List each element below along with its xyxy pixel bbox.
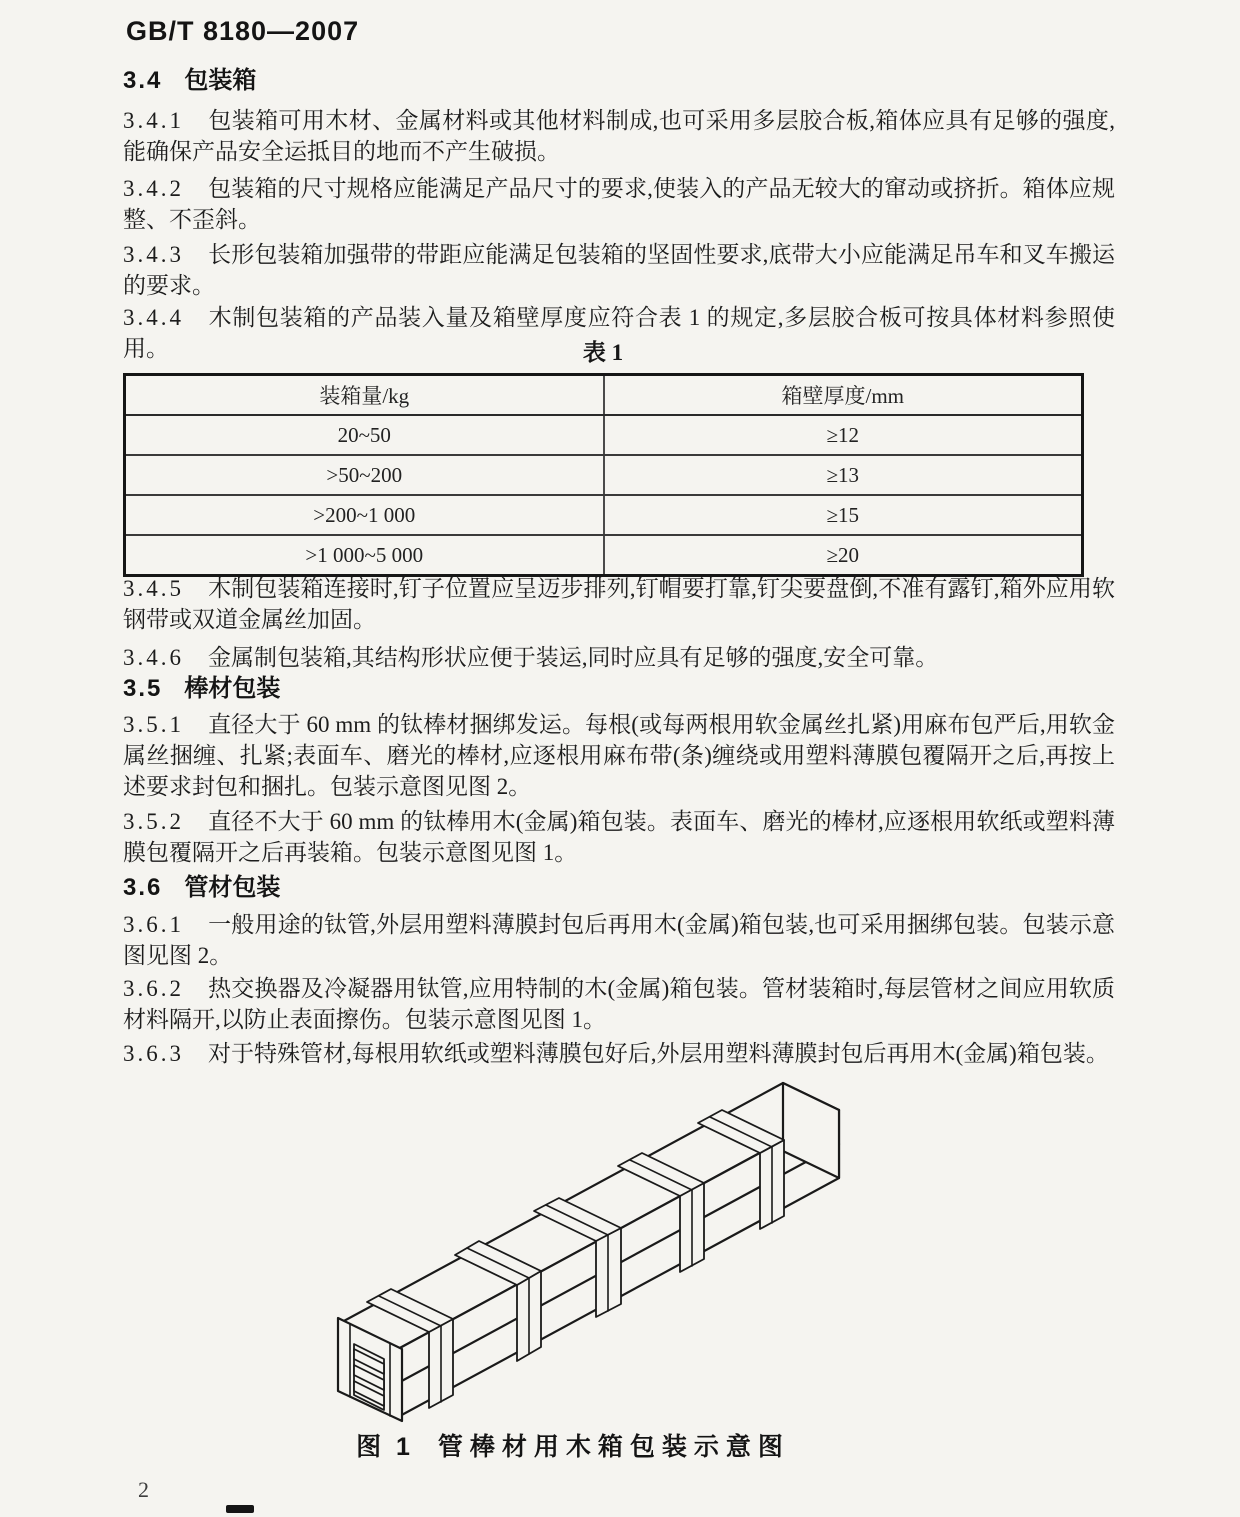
- table-cell: ≥20: [604, 535, 1083, 576]
- clause-number: 3.6.2: [123, 976, 184, 1001]
- clause-3-5-1: [123, 709, 1115, 802]
- clause-3-6-3: [123, 1038, 1115, 1069]
- clause-number: 3.6.1: [123, 912, 184, 937]
- clause-3-6-2: [123, 973, 1115, 1035]
- scan-artifact: [226, 1505, 254, 1513]
- table-row: [125, 535, 1083, 576]
- figure-title: 管棒材用木箱包装示意图: [437, 1433, 790, 1461]
- table-row: [125, 455, 1083, 495]
- table-cell: ≥13: [604, 455, 1083, 495]
- clause-text: 木制包装箱连接时,钉子位置应呈迈步排列,钉帽要打靠,钉尖要盘倒,不准有露钉,箱外应用软钢带或双道金属丝加固。: [123, 576, 1115, 632]
- section-heading-3-5: [123, 673, 1115, 704]
- table-cell: >200~1 000: [125, 495, 604, 535]
- clause-text: 木制包装箱的产品装入量及箱壁厚度应符合表 1 的规定,多层胶合板可按具体材料参照使用。: [123, 305, 1115, 361]
- table-row: [125, 495, 1083, 535]
- table-row: [125, 415, 1083, 455]
- table-caption: 表 1: [582, 340, 624, 365]
- figure-label: 图 1: [356, 1433, 414, 1461]
- clause-number: 3.5.2: [123, 809, 184, 834]
- table-header-cell: 箱壁厚度/mm: [604, 375, 1083, 416]
- clause-text: 包装箱可用木材、金属材料或其他材料制成,也可采用多层胶合板,箱体应具有足够的强度,能确保产品安全运抵目的地而不产生破损。: [123, 108, 1115, 164]
- clause-3-6-1: [123, 909, 1115, 971]
- clause-text: 直径不大于 60 mm 的钛棒用木(金属)箱包装。表面车、磨光的棒材,应逐根用软纸或塑料薄膜包覆隔开之后再装箱。包装示意图见图 1。: [123, 809, 1115, 865]
- section-title: 管材包装: [184, 874, 281, 901]
- clause-3-5-2: [123, 806, 1115, 868]
- clause-number: 3.4.6: [123, 645, 184, 670]
- crate-figure-drawing: [330, 1075, 890, 1435]
- clause-number: 3.6.3: [123, 1041, 184, 1066]
- figure-caption: [123, 1432, 1023, 1462]
- section-heading-3-6: [123, 872, 1115, 903]
- table-header-row: [125, 375, 1083, 416]
- clause-text: 包装箱的尺寸规格应能满足产品尺寸的要求,使装入的产品无较大的窜动或挤折。箱体应规整、不歪斜。: [123, 176, 1115, 232]
- clause-text: 金属制包装箱,其结构形状应便于装运,同时应具有足够的强度,安全可靠。: [208, 645, 939, 670]
- table-cell: ≥15: [604, 495, 1083, 535]
- section-number: 3.5: [123, 675, 163, 702]
- clause-number: 3.4.1: [123, 108, 184, 133]
- clause-number: 3.4.3: [123, 242, 184, 267]
- clause-number: 3.4.5: [123, 576, 184, 601]
- clause-number: 3.4.4: [123, 305, 184, 330]
- clause-3-4-6: [123, 642, 1115, 673]
- clause-3-4-1: [123, 105, 1115, 167]
- table-1: [123, 373, 1084, 577]
- table-cell: ≥12: [604, 415, 1083, 455]
- section-title: 包装箱: [184, 67, 257, 94]
- table-cell: >50~200: [125, 455, 604, 495]
- section-title: 棒材包装: [184, 675, 281, 702]
- table-cell: 20~50: [125, 415, 604, 455]
- clause-number: 3.4.2: [123, 176, 184, 201]
- clause-3-4-5: [123, 573, 1115, 635]
- clause-text: 长形包装箱加强带的带距应能满足包装箱的坚固性要求,底带大小应能满足吊车和叉车搬运的要求。: [123, 242, 1115, 298]
- table-cell: >1 000~5 000: [125, 535, 604, 576]
- clause-3-4-2: [123, 173, 1115, 235]
- standard-code: GB/T 8180—2007: [126, 16, 360, 46]
- section-heading-3-4: [123, 65, 1115, 96]
- section-number: 3.6: [123, 874, 163, 901]
- clause-text: 直径大于 60 mm 的钛棒材捆绑发运。每根(或每两根用软金属丝扎紧)用麻布包严后,用软金属丝捆缠、扎紧;表面车、磨光的棒材,应逐根用麻布带(条)缠绕或用塑料薄膜包覆隔开之后,再按上述要求封包和捆扎。包装示意图见图 2。: [123, 712, 1115, 799]
- clause-number: 3.5.1: [123, 712, 184, 737]
- clause-text: 一般用途的钛管,外层用塑料薄膜封包后再用木(金属)箱包装,也可采用捆绑包装。包装示意图见图 2。: [123, 912, 1115, 968]
- clause-3-4-3: [123, 239, 1115, 301]
- clause-text: 热交换器及冷凝器用钛管,应用特制的木(金属)箱包装。管材装箱时,每层管材之间应用软质材料隔开,以防止表面擦伤。包装示意图见图 1。: [123, 976, 1115, 1032]
- table-header-cell: 装箱量/kg: [125, 375, 604, 416]
- page-number: 2: [138, 1477, 150, 1502]
- clause-text: 对于特殊管材,每根用软纸或塑料薄膜包好后,外层用塑料薄膜封包后再用木(金属)箱包装。: [208, 1041, 1109, 1066]
- section-number: 3.4: [123, 67, 163, 94]
